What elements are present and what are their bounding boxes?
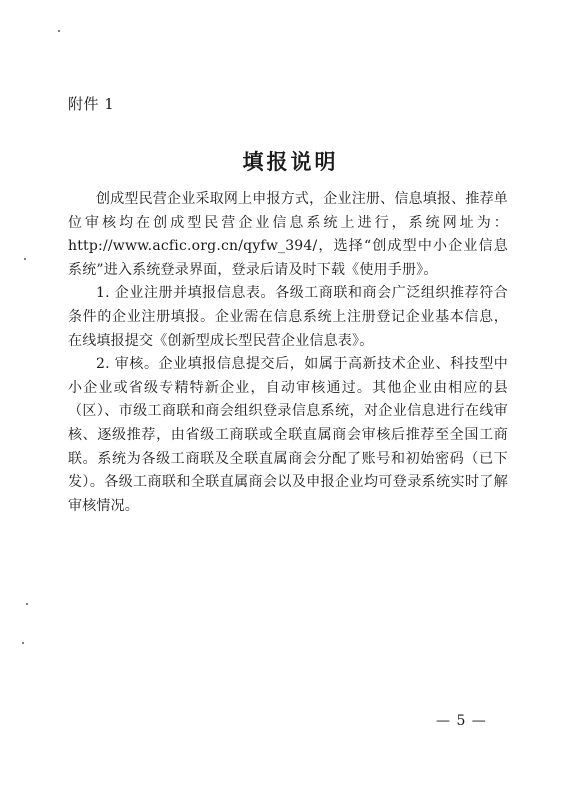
paragraph-review: 2. 审核。企业填报信息提交后，如属于高新技术企业、科技型中小企业或省级专精特新企业，自动审核通过。其他企业由相应的县（区）、市级工商联和商会组织登录信息系统，对企业信息进行在线审核、逐级推荐，由省级工商联或全联直属商会审核后推荐至全国工商联。系统为各级工商联及全联直属商会分配了账号和初始密码（已下发）。各级工商联和全联直属商会以及申报企业均可登录系统实时了解审核情况。 [68,356,508,514]
page-title: 填报说明 [242,149,339,174]
paragraph-intro: 创成型民营企业采取网上申报方式，企业注册、信息填报、推荐单位审核均在创成型民营企业信息系统上进行，系统网址为：http://www.acfic.org.cn/qyfw_394/，选择“创成型中小企业信息系统”进入系统登录界面，登录后请及时下载《使用手册》。 [68,191,508,278]
scan-speck [58,30,60,32]
scan-speck [24,258,26,260]
scan-speck [22,642,24,644]
scan-speck [26,603,28,605]
document-body [68,188,508,518]
paragraph-registration: 1. 企业注册并填报信息表。各级工商联和商会广泛组织推荐符合条件的企业注册填报。企业需在信息系统上注册登记企业基本信息，在线填报提交《创新型成长型民营企业信息表》。 [68,285,508,349]
attachment-label: 附件 1 [68,95,115,113]
page-number: — 5 — [436,713,487,729]
